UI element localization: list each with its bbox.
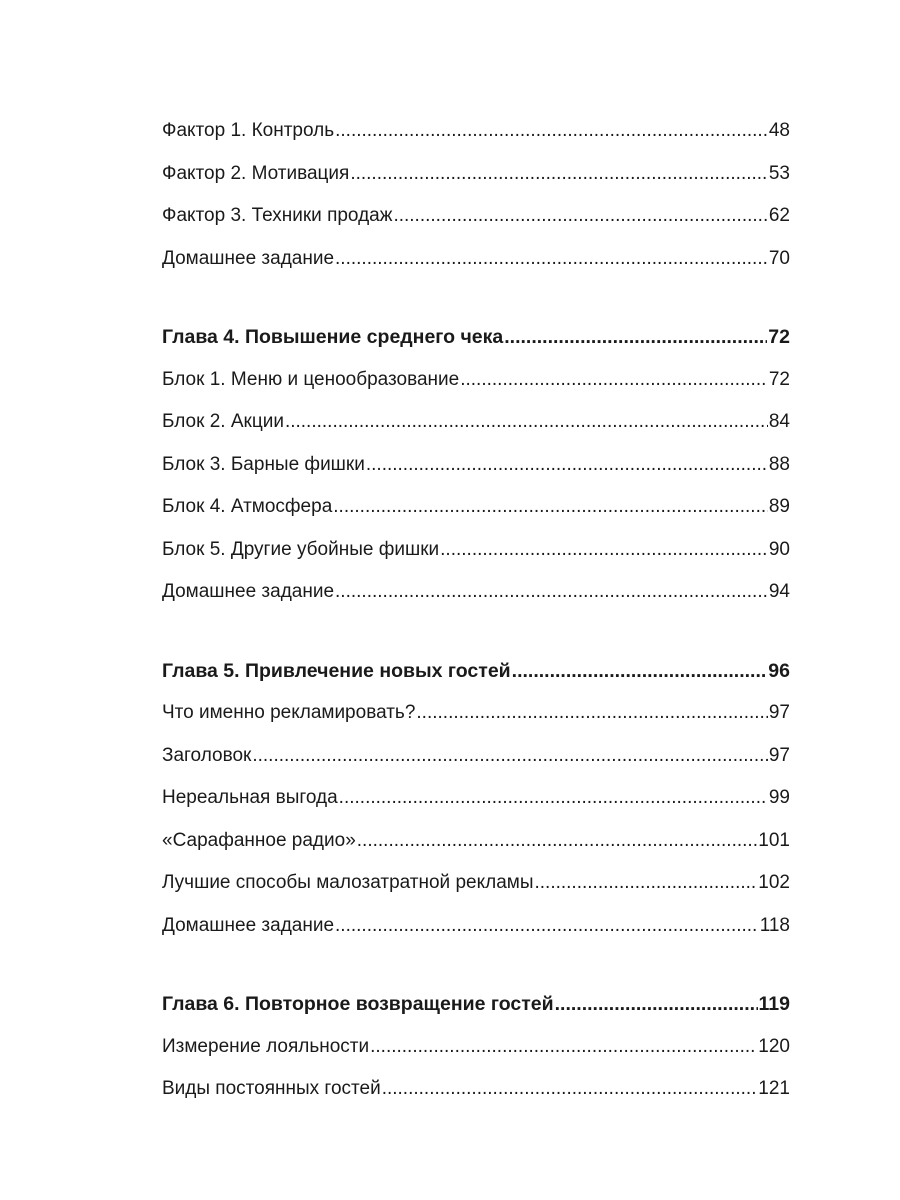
dot-leader bbox=[416, 695, 767, 731]
toc-entry-page: 72 bbox=[768, 368, 790, 390]
toc-entry bbox=[162, 574, 790, 617]
dot-leader bbox=[366, 447, 768, 483]
toc-entry bbox=[162, 780, 790, 823]
dot-leader bbox=[285, 404, 768, 440]
dot-leader bbox=[440, 532, 768, 568]
toc-entry-label: Измерение лояльности bbox=[162, 1035, 370, 1057]
toc-entry bbox=[162, 447, 790, 490]
toc-entry-page: 62 bbox=[768, 205, 790, 226]
toc-entry bbox=[162, 241, 790, 284]
toc-entry-label: Блок 4. Атмосфера bbox=[162, 496, 333, 517]
toc-entry-page: 101 bbox=[758, 829, 790, 851]
dot-leader bbox=[534, 865, 757, 901]
toc-entry-page: 121 bbox=[758, 1078, 790, 1099]
toc-chapter-page: 96 bbox=[768, 659, 790, 682]
toc-entry-page: 120 bbox=[758, 1035, 790, 1057]
toc-entry-label: Блок 2. Акции bbox=[162, 411, 284, 432]
dot-leader bbox=[252, 738, 768, 774]
toc-entry-page: 94 bbox=[768, 581, 790, 602]
section-gap bbox=[162, 950, 790, 986]
toc-entry bbox=[162, 908, 790, 951]
toc-entry-label: Фактор 1. Контроль bbox=[162, 120, 335, 141]
toc-entry-label: Домашнее задание bbox=[162, 581, 335, 602]
dot-leader bbox=[350, 156, 768, 192]
toc-chapter-label: Глава 6. Повторное возвращение гостей bbox=[162, 993, 554, 1015]
toc-entry-label: Домашнее задание bbox=[162, 247, 335, 269]
toc-entry bbox=[162, 738, 790, 781]
dot-leader bbox=[393, 198, 767, 234]
toc-entry-label: Виды постоянных гостей bbox=[162, 1078, 381, 1099]
dot-leader bbox=[335, 113, 768, 149]
dot-leader bbox=[370, 1029, 757, 1065]
toc-chapter-page: 72 bbox=[768, 326, 790, 348]
toc-entry bbox=[162, 865, 790, 908]
toc-entry-page: 48 bbox=[768, 120, 790, 141]
toc-entry-page: 84 bbox=[768, 411, 790, 432]
toc-entry-label: Домашнее задание bbox=[162, 914, 335, 936]
toc-entry bbox=[162, 489, 790, 532]
toc-entry-label: Заголовок bbox=[162, 744, 252, 766]
dot-leader bbox=[382, 1071, 758, 1107]
toc-chapter-heading bbox=[162, 653, 790, 696]
toc-chapter-label: Глава 4. Повышение среднего чека bbox=[162, 326, 504, 348]
toc-entry-label: Блок 3. Барные фишки bbox=[162, 453, 365, 475]
section-gap bbox=[162, 617, 790, 653]
toc-entry bbox=[162, 1071, 790, 1114]
toc-entry-page: 89 bbox=[768, 496, 790, 517]
dot-leader bbox=[512, 653, 768, 689]
dot-leader bbox=[460, 362, 768, 398]
toc-entry-label: Фактор 3. Техники продаж bbox=[162, 205, 393, 226]
dot-leader bbox=[335, 241, 768, 277]
toc-entry-label: Блок 1. Меню и ценообразование bbox=[162, 368, 460, 390]
toc-entry-page: 99 bbox=[768, 787, 790, 808]
table-of-contents bbox=[162, 113, 790, 1114]
dot-leader bbox=[357, 823, 758, 859]
toc-entry bbox=[162, 695, 790, 738]
toc-chapter-label: Глава 5. Привлечение новых гостей bbox=[162, 659, 511, 682]
toc-chapter-page: 119 bbox=[758, 993, 790, 1015]
dot-leader bbox=[339, 780, 768, 816]
toc-entry-label: Лучшие способы малозатратной рекламы bbox=[162, 872, 534, 893]
toc-entry-page: 88 bbox=[768, 453, 790, 475]
toc-entry-label: Нереальная выгода bbox=[162, 787, 338, 808]
toc-entry-label: Блок 5. Другие убойные фишки bbox=[162, 538, 440, 560]
section-gap bbox=[162, 283, 790, 319]
toc-entry-page: 53 bbox=[768, 162, 790, 184]
toc-entry bbox=[162, 404, 790, 447]
dot-leader bbox=[335, 574, 768, 610]
toc-entry bbox=[162, 198, 790, 241]
toc-entry-page: 97 bbox=[768, 702, 790, 723]
toc-chapter-heading bbox=[162, 319, 790, 362]
toc-entry-label: «Сарафанное радио» bbox=[162, 829, 356, 851]
toc-entry-label: Фактор 2. Мотивация bbox=[162, 162, 350, 184]
toc-entry bbox=[162, 532, 790, 575]
dot-leader bbox=[333, 489, 768, 525]
toc-entry-page: 102 bbox=[758, 872, 790, 893]
toc-entry-page: 97 bbox=[768, 744, 790, 766]
toc-entry-page: 90 bbox=[768, 538, 790, 560]
toc-entry bbox=[162, 1029, 790, 1072]
toc-entry-page: 118 bbox=[759, 914, 790, 936]
dot-leader bbox=[555, 986, 758, 1022]
toc-entry bbox=[162, 823, 790, 866]
toc-entry-label: Что именно рекламировать? bbox=[162, 702, 416, 723]
toc-entry bbox=[162, 156, 790, 199]
toc-chapter-heading bbox=[162, 986, 790, 1029]
toc-entry bbox=[162, 113, 790, 156]
toc-entry bbox=[162, 362, 790, 405]
dot-leader bbox=[504, 319, 767, 355]
toc-entry-page: 70 bbox=[768, 247, 790, 269]
dot-leader bbox=[335, 908, 759, 944]
